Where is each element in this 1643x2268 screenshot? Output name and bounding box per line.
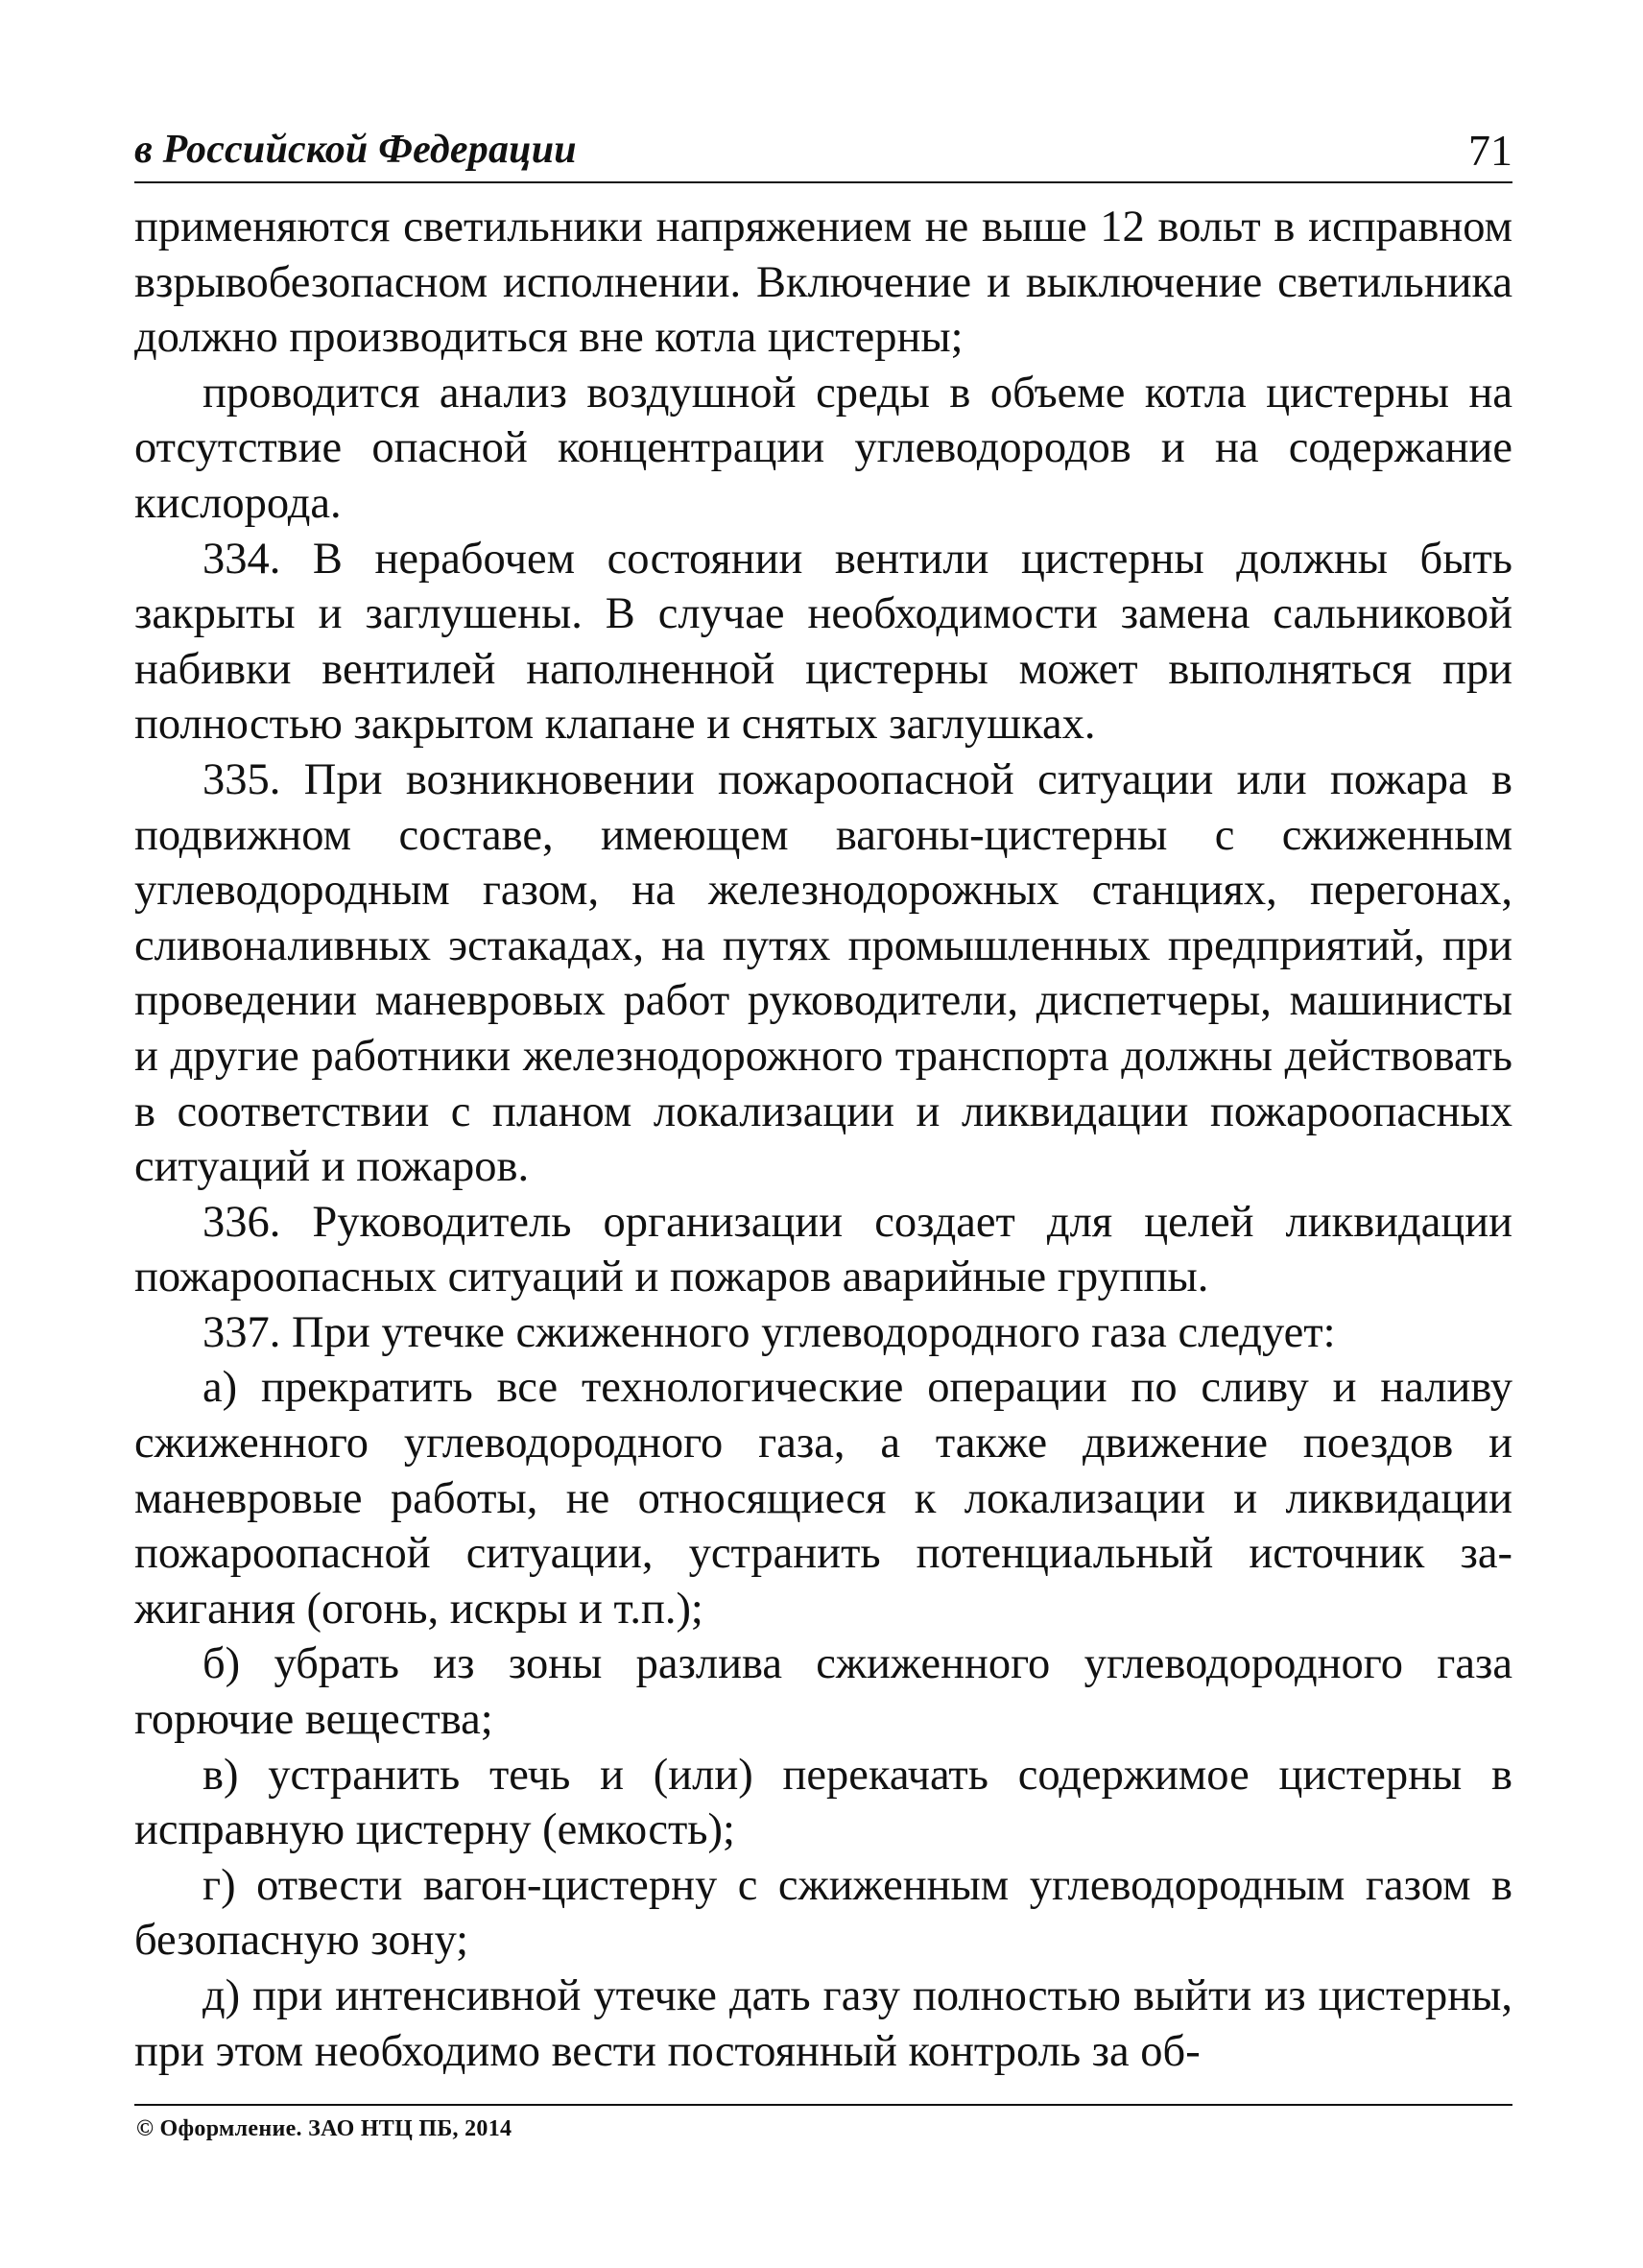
- list-item-a: а) прекратить все технологические операции по сливу и наливу сжиженного углеводородного газа, а также движение поездов и маневровые работы, не относящиеся к локализации и ликвидации пожароопасной ситуации, устранить потенциальный источник зажигания (огонь, искры и т.п.);: [134, 1363, 1512, 1634]
- paragraph: проводится анализ воздушной среды в объеме котла цистерны на отсутствие опасной концентрации углеводородов и на содержание кислорода.: [134, 368, 1512, 528]
- page-number: 71: [1468, 126, 1512, 175]
- body-text: [134, 200, 1512, 2079]
- header-rule: [134, 181, 1512, 183]
- list-item-d: д) при интенсивной утечке дать газу полностью выйти из цистерны, при этом необходимо вести постоянный контроль за об-: [134, 1971, 1512, 2076]
- paragraph-336: 336. Руководитель организации создает для целей ликвидации пожароопасных ситуаций и пожаров аварийные группы.: [134, 1197, 1512, 1302]
- running-title: в Российской Федерации: [134, 128, 577, 172]
- footer-rule: [134, 2104, 1512, 2106]
- paragraph-337: 337. При утечке сжиженного углеводородного газа следует:: [202, 1307, 1336, 1357]
- list-item-g: г) отвести вагон-цистерну с сжиженным углеводородным газом в безопасную зону;: [134, 1860, 1512, 1966]
- list-item-v: в) устранить течь и (или) перекачать содержимое цистерны в исправную цистерну (емкость);: [134, 1750, 1512, 1855]
- paragraph-334: 334. В нерабочем состоянии вентили цистерны должны быть закрыты и заглушены. В случае необходимости замена сальниковой набивки вентилей наполненной цистерны может выполняться при полностью закрытом клапане и снятых заглушках.: [134, 534, 1512, 750]
- paragraph-continuation: применяются светильники напряжением не выше 12 вольт в исправном взрывобезопасном исполнении. Включение и выключение светильника должно производиться вне котла цистерны;: [134, 203, 1512, 363]
- copyright-footer: © Оформление. ЗАО НТЦ ПБ, 2014: [136, 2116, 512, 2141]
- list-item-b: б) убрать из зоны разлива сжиженного углеводородного газа горючие вещества;: [134, 1639, 1512, 1745]
- running-head: [134, 123, 1512, 180]
- paragraph-335: 335. При возникновении пожароопасной ситуации или пожара в подвижном составе, имеющем вагоны-цистерны с сжиженным углеводородным газом, на железнодорожных станциях, перегонах, сливоналивных эстакадах, на путях промышленных предприятий, при проведении маневровых работ руководители, диспетчеры, машинисты и другие работники железнодорожного транспорта должны действовать в соответствии с планом локализации и ликвидации пожароопасных ситуаций и пожаров.: [134, 754, 1512, 1192]
